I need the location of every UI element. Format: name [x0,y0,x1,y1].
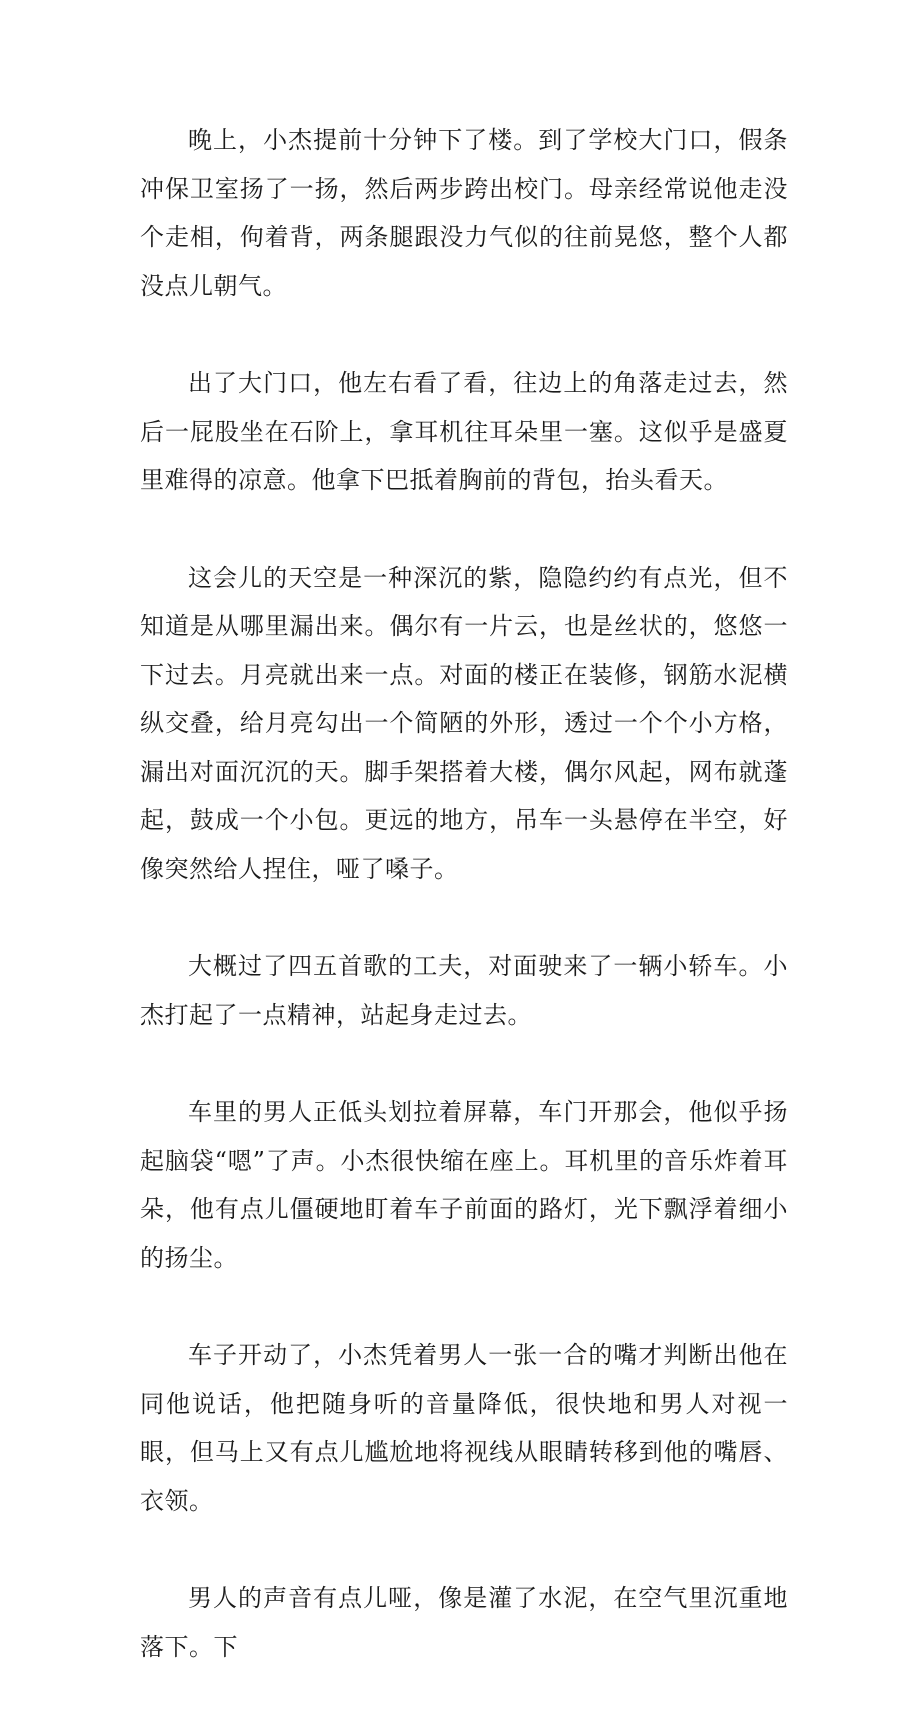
paragraph-4: 大概过了四五首歌的工夫，对面驶来了一辆小轿车。小杰打起了一点精神，站起身走过去。 [140,952,788,1029]
paragraph-3: 这会儿的天空是一种深沉的紫，隐隐约约有点光，但不知道是从哪里漏出来。偶尔有一片云，也是丝状的，悠悠一下过去。月亮就出来一点。对面的楼正在装修，钢筋水泥横纵交叠，给月亮勾出一个简陋的外形，透过一个个小方格，漏出对面沉沉的天。脚手架搭着大楼，偶尔风起，网布就蓬起，鼓成一个小包。更远的地方，吊车一头悬停在半空，好像突然给人捏住，哑了嗓子。 [140,563,788,883]
paragraph-2: 出了大门口，他左右看了看，往边上的角落走过去，然后一屁股坐在石阶上，拿耳机往耳朵里一塞。这似乎是盛夏里难得的凉意。他拿下巴抵着胸前的背包，抬头看天。 [140,369,788,494]
paragraph-5: 车里的男人正低头划拉着屏幕，车门开那会，他似乎扬起脑袋“嗯”了声。小杰很快缩在座上。耳机里的音乐炸着耳朵，他有点儿僵硬地盯着车子前面的路灯，光下飘浮着细小的扬尘。 [140,1098,788,1272]
paragraph-7: 男人的声音有点儿哑，像是灌了水泥，在空气里沉重地落下。下 [140,1584,788,1661]
paragraph-1: 晚上，小杰提前十分钟下了楼。到了学校大门口，假条冲保卫室扬了一扬，然后两步跨出校门。母亲经常说他走没个走相，佝着背，两条腿跟没力气似的往前晃悠，整个人都没点儿朝气。 [140,126,788,300]
body-text [140,116,788,1720]
paragraph-6: 车子开动了，小杰凭着男人一张一合的嘴才判断出他在同他说话，他把随身听的音量降低，很快地和男人对视一眼，但马上又有点儿尴尬地将视线从眼睛转移到他的嘴唇、衣领。 [140,1341,788,1515]
